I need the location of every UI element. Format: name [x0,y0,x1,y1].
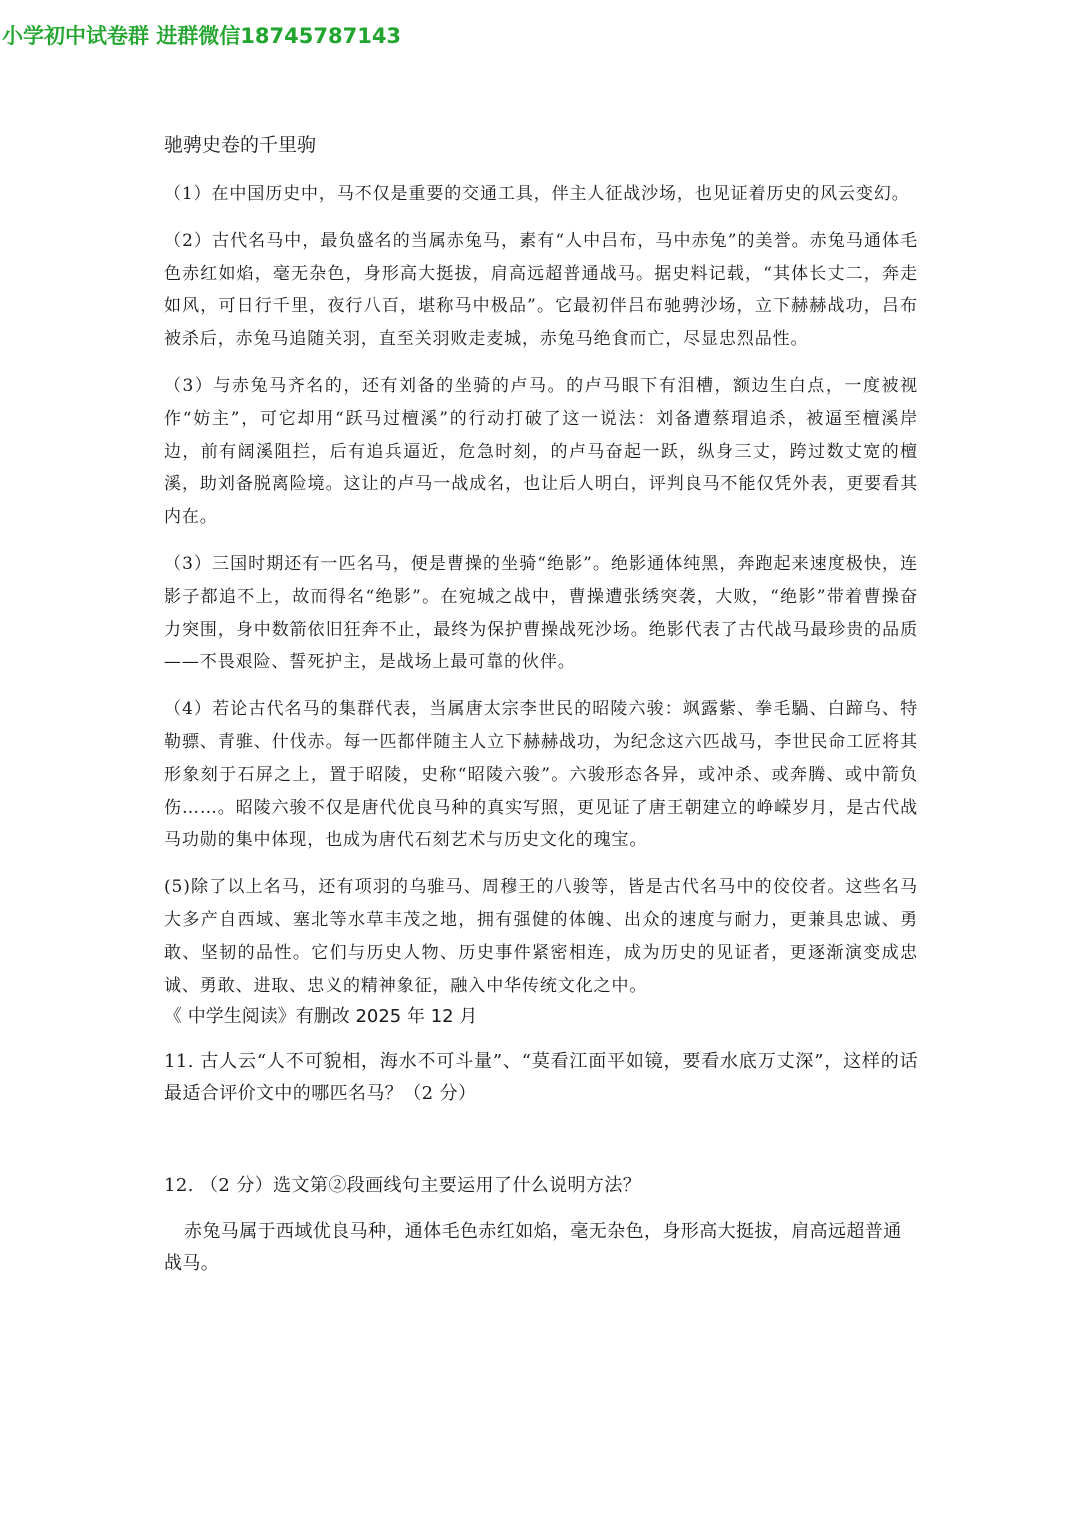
question-12: 12. （2 分）选文第②段画线句主要运用了什么说明方法？ [164,1175,642,1197]
quoted-sentence: 赤兔马属于西域优良马种，通体毛色赤红如焰，毫无杂色，身形高大挺拔，肩高远超普通战马。 [164,1221,902,1275]
paragraph-2: （2）古代名马中，最负盛名的当属赤兔马，素有“人中吕布，马中赤兔”的美誉。赤兔马通体毛色赤红如焰，毫无杂色，身形高大挺拔，肩高远超普通战马。据史料记载，“其体长丈二，奔走如风，可日行千里，夜行八百，堪称马中极品”。它最初伴吕布驰骋沙场，立下赫赫战功，吕布被杀后，赤兔马追随关羽，直至关羽败走麦城，赤兔马绝食而亡，尽显忠烈品性。 [164,230,918,350]
paragraph-4: （3）三国时期还有一匹名马，便是曹操的坐骑“绝影”。绝影通体纯黑，奔跑起来速度极快，连影子都追不上，故而得名“绝影”。在宛城之战中，曹操遭张绣突袭，大败，“绝影”带着曹操奋力突围，身中数箭依旧狂奔不止，最终为保护曹操战死沙场。绝影代表了古代战马最珍贵的品质——不畏艰险、誓死护主，是战场上最可靠的伙伴。 [164,553,918,673]
paragraph-1: （1）在中国历史中，马不仅是重要的交通工具，伴主人征战沙场，也见证着历史的风云变幻。 [164,184,910,204]
question-11: 11. 古人云“人不可貌相，海水不可斗量”、“莫看江面平如镜，要看水底万丈深”，这样的话最适合评价文中的哪匹名马？（2 分） [164,1051,918,1105]
paragraph-3: （3）与赤兔马齐名的，还有刘备的坐骑的卢马。的卢马眼下有泪槽，额边生白点，一度被视作“妨主”，可它却用“跃马过檀溪”的行动打破了这一说法：刘备遭蔡瑁追杀，被逼至檀溪岸边，前有阔溪阻拦，后有追兵逼近，危急时刻，的卢马奋起一跃，纵身三丈，跨过数丈宽的檀溪，助刘备脱离险境。这让的卢马一战成名，也让后人明白，评判良马不能仅凭外表，更要看其内在。 [164,375,918,528]
article-title: 驰骋史卷的千里驹 [164,134,317,156]
source-citation: 《 中学生阅读》有删改 2025 年 12 月 [164,1006,478,1028]
document-body [164,128,918,1280]
paragraph-6: (5)除了以上名马，还有项羽的乌骓马、周穆王的八骏等，皆是古代名马中的佼佼者。这些名马大多产自西域、塞北等水草丰茂之地，拥有强健的体魄、出众的速度与耐力，更兼具忠诚、勇敢、坚韧的品性。它们与历史人物、历史事件紧密相连，成为历史的见证者，更逐渐演变成忠诚、勇敢、进取、忠义的精神象征，融入中华传统文化之中。 [164,877,918,996]
watermark-text: 小学初中试卷群 进群微信18745787143 [2,24,402,48]
paragraph-5: （4）若论古代名马的集群代表，当属唐太宗李世民的昭陵六骏：飒露紫、拳毛騧、白蹄乌、特勒骠、青骓、什伐赤。每一匹都伴随主人立下赫赫战功，为纪念这六匹战马，李世民命工匠将其形象刻于石屏之上，置于昭陵，史称“昭陵六骏”。六骏形态各异，或冲杀、或奔腾、或中箭负伤……。昭陵六骏不仅是唐代优良马种的真实写照，更见证了唐王朝建立的峥嵘岁月，是古代战马功勋的集中体现，也成为唐代石刻艺术与历史文化的瑰宝。 [164,699,918,851]
